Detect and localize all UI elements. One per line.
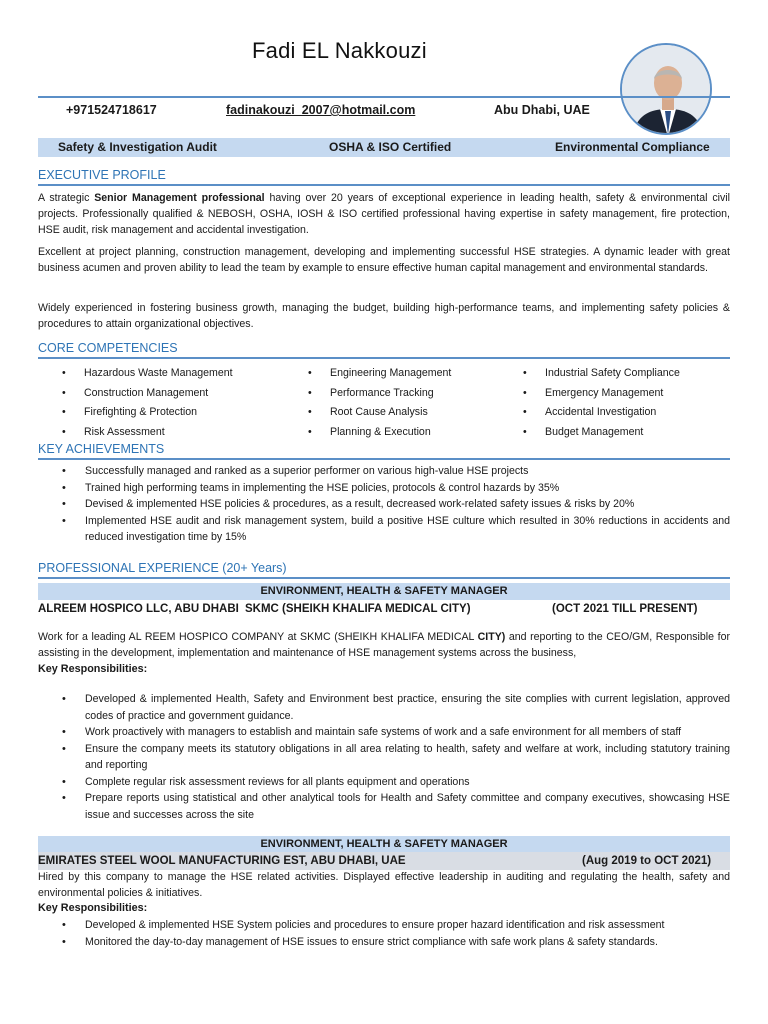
profile-highlight: Senior Management professional [94, 192, 265, 204]
competency-column [60, 365, 300, 443]
list-item: • Devised & implemented HSE policies & procedures, as a result, decreased work-related safety issues & risks by 20% [60, 496, 730, 513]
responsibilities-list [60, 691, 730, 823]
job-role-band: ENVIRONMENT, HEALTH & SAFETY MANAGER [38, 583, 730, 600]
profile-paragraph: Excellent at project planning, construction management, developing and implementing successful HSE strategies. A dynamic leader with great business acumen and proven ability to lead the team by example to ensure effective human capital management and environmental standards. [38, 246, 730, 274]
profile-text: having over 20 years of exceptional experience in leading health, safety & environmental civil projects. Professionally qualified & NEBOSH, OSHA, IOSH & ISO certified professional having expertise in safety management, fire protection, HSE audit, risk management and accidental investigation. [38, 192, 730, 236]
competency-item: • Accidental Investigation [521, 404, 730, 424]
list-item: • Prepare reports using statistical and other analytical tools for Health and Safety committee and company executives, showcasing HSE issue and successes across the site [60, 790, 730, 823]
competency-column [521, 365, 730, 443]
competency-column [306, 365, 516, 443]
job-role-band: ENVIRONMENT, HEALTH & SAFETY MANAGER [38, 836, 730, 853]
list-item: • Trained high performing teams in implementing the HSE policies, protocols & control hazards by 35% [60, 480, 730, 497]
company-name: ALREEM HOSPICO LLC, ABU DHABI [38, 603, 239, 615]
key-responsibilities-label: Key Responsibilities: [38, 663, 148, 675]
responsibilities-list [60, 917, 730, 950]
company-name: EMIRATES STEEL WOOL MANUFACTURING EST, ABU DHABI, UAE [38, 855, 406, 867]
email-link[interactable]: fadinakouzi_2007@hotmail.com [226, 103, 416, 117]
list-item: • Work proactively with managers to establish and maintain safe systems of work and a safe environment for all members of staff [60, 724, 730, 741]
profile-paragraph [38, 190, 730, 238]
highlight-item: Safety & Investigation Audit [58, 140, 217, 154]
phone-number: +971524718617 [66, 103, 157, 117]
list-item: • Developed & implemented Health, Safety and Environment best practice, ensuring the site complies with current legislation, approved codes of practice and government guidance. [60, 691, 730, 724]
competency-item: • Planning & Execution [306, 424, 516, 444]
company-row [38, 600, 730, 618]
job-description-bold: CITY) [477, 631, 506, 643]
contact-row [38, 96, 730, 122]
job-dates: (OCT 2021 TILL PRESENT) [552, 603, 698, 615]
list-item: • Ensure the company meets its statutory obligations in all area relating to health, safety and welfare at work, including statutory training and reporting [60, 741, 730, 774]
list-item: • Developed & implemented HSE System policies and procedures to ensure proper hazard identification and risk assessment [60, 917, 730, 934]
profile-text: A strategic [38, 192, 95, 204]
candidate-name: Fadi EL Nakkouzi [252, 38, 427, 63]
job-description: Hired by this company to manage the HSE related activities. Displayed effective leadership in auditing and regulating the health, safety and environmental policies & initiatives. [38, 871, 730, 899]
key-responsibilities-label: Key Responsibilities: [38, 902, 148, 914]
list-item: • Implemented HSE audit and risk management system, build a positive HSE culture which resulted in 30% reductions in accidents and reduced investigation time by 15% [60, 513, 730, 546]
highlight-item: Environmental Compliance [555, 140, 710, 154]
competency-item: • Engineering Management [306, 365, 516, 385]
job-dates: (Aug 2019 to OCT 2021) [582, 855, 712, 867]
section-title-core-competencies: CORE COMPETENCIES [38, 341, 730, 359]
job-description-text: and reporting to the CEO/GM, Responsible for assisting in the development, implementation and maintenance of HSE management systems across the business, [38, 631, 730, 659]
competency-item: • Performance Tracking [306, 385, 516, 405]
highlights-band [38, 138, 730, 157]
job-description [38, 629, 730, 661]
competency-item: • Firefighting & Protection [60, 404, 300, 424]
highlight-item: OSHA & ISO Certified [329, 140, 452, 154]
company-site: SKMC (SHEIKH KHALIFA MEDICAL CITY) [245, 603, 471, 615]
job-description-text: Work for a leading AL REEM HOSPICO COMPANY at SKMC (SHEIKH KHALIFA MEDICAL [38, 631, 478, 643]
section-title-key-achievements: KEY ACHIEVEMENTS [38, 442, 730, 460]
profile-paragraph: Widely experienced in fostering business growth, managing the budget, building high-performance teams, and implementing safety policies & procedures to attain organizational objectives. [38, 302, 730, 330]
section-title-professional-experience: PROFESSIONAL EXPERIENCE (20+ Years) [38, 561, 730, 579]
section-title-executive-profile: EXECUTIVE PROFILE [38, 168, 730, 186]
list-item: • Successfully managed and ranked as a superior performer on various high-value HSE projects [60, 463, 730, 480]
achievements-list [60, 463, 730, 546]
competency-item: • Industrial Safety Compliance [521, 365, 730, 385]
competency-item: • Risk Assessment [60, 424, 300, 444]
company-row [38, 852, 730, 870]
competency-item: • Root Cause Analysis [306, 404, 516, 424]
list-item: • Monitored the day-to-day management of HSE issues to ensure strict compliance with safe work plans & safety standards. [60, 934, 730, 951]
competency-item: • Hazardous Waste Management [60, 365, 300, 385]
location: Abu Dhabi, UAE [494, 103, 590, 117]
competency-item: • Budget Management [521, 424, 730, 444]
competency-item: • Construction Management [60, 385, 300, 405]
list-item: • Complete regular risk assessment reviews for all plants equipment and operations [60, 774, 730, 791]
competency-item: • Emergency Management [521, 385, 730, 405]
